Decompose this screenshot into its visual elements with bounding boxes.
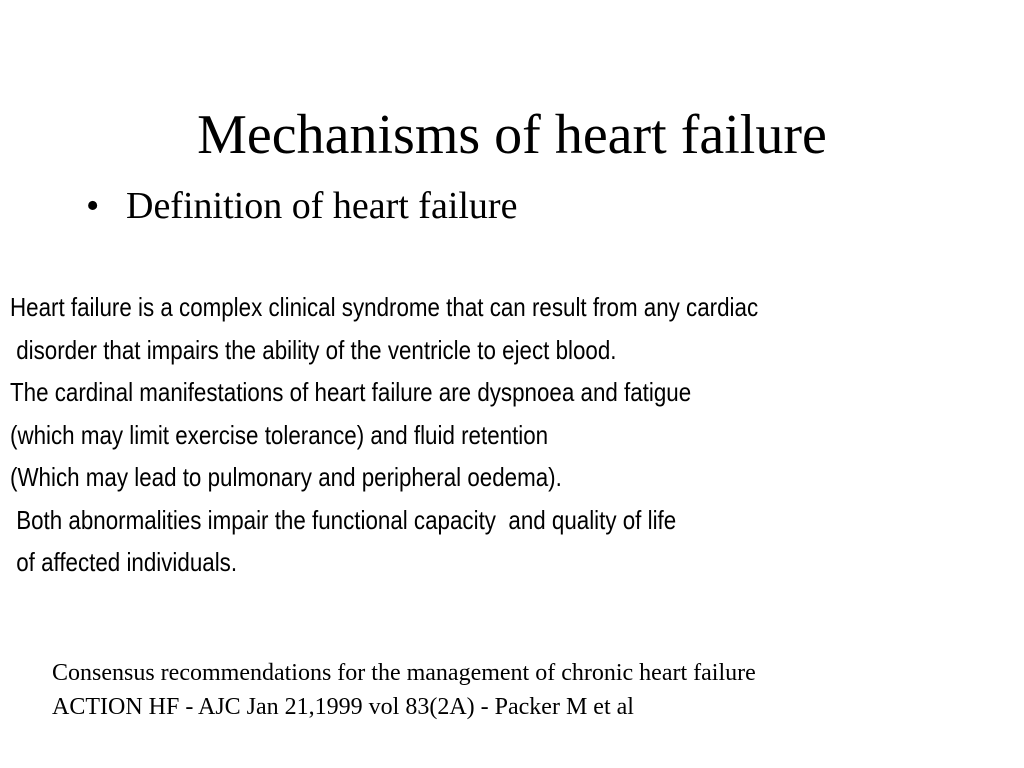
definition-paragraph — [10, 286, 870, 584]
bullet-icon: • — [86, 185, 100, 227]
bullet-text: Definition of heart failure — [126, 185, 518, 227]
slide-title: Mechanisms of heart failure — [197, 104, 827, 166]
reference-citation — [52, 656, 756, 724]
body-line: Both abnormalities impair the functional capacity and quality of life — [10, 504, 677, 535]
body-line: The cardinal manifestations of heart failure are dyspnoea and fatigue — [10, 377, 692, 407]
body-line: disorder that impairs the ability of the ventricle to eject blood. — [10, 334, 617, 365]
body-line: Heart failure is a complex clinical syndrome that can result from any cardiac — [10, 292, 759, 322]
bullet-item — [86, 182, 517, 230]
body-line: of affected individuals. — [10, 547, 238, 577]
body-line: (which may limit exercise tolerance) and fluid retention — [10, 419, 549, 450]
reference-line: Consensus recommendations for the management of chronic heart failure — [52, 660, 756, 686]
reference-line: ACTION HF - AJC Jan 21,1999 vol 83(2A) - Packer M et al — [52, 694, 634, 720]
body-line: (Which may lead to pulmonary and peripheral oedema). — [10, 462, 562, 492]
